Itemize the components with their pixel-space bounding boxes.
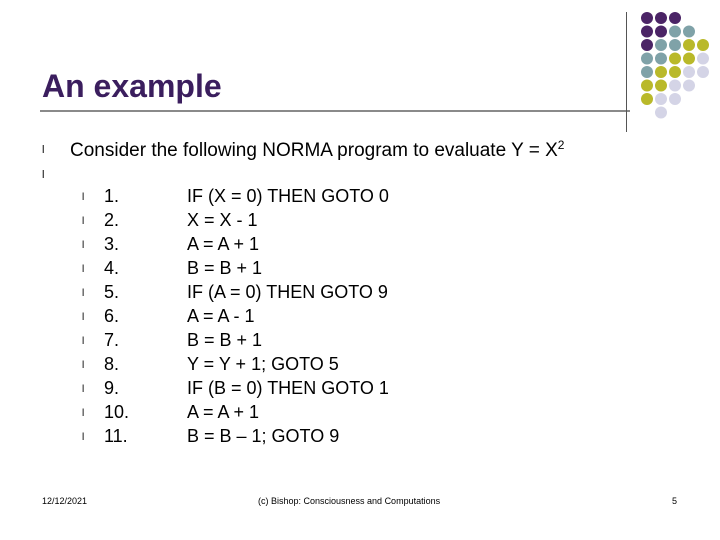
vertical-divider: [626, 12, 627, 132]
decorative-dot: [655, 66, 667, 78]
line-statement: X = X - 1: [187, 210, 258, 230]
line-statement: A = A + 1: [187, 402, 260, 422]
decorative-dot-grid: [640, 11, 720, 121]
program-line: [0, 306, 720, 330]
decorative-dot: [669, 53, 681, 65]
bullet-icon: l: [82, 240, 85, 251]
bullet-icon: l: [82, 336, 85, 347]
bullet-icon: l: [82, 264, 85, 275]
line-statement: B = B – 1; GOTO 9: [187, 426, 340, 446]
bullet-icon: l: [82, 408, 85, 419]
decorative-dot: [669, 66, 681, 78]
footer-page-number: 5: [672, 496, 678, 506]
line-number: 7.: [104, 330, 120, 350]
decorative-dot: [641, 12, 653, 24]
bullet-icon: l: [82, 288, 85, 299]
footer-credit: (c) Bishop: Consciousness and Computations: [258, 496, 441, 506]
slide-title: An example: [42, 68, 222, 104]
line-number: 5.: [104, 282, 120, 302]
decorative-dot: [655, 80, 667, 92]
program-line: [0, 258, 720, 282]
decorative-dot: [641, 53, 653, 65]
intro-superscript: 2: [557, 138, 565, 152]
intro-text-main: Consider the following NORMA program to evaluate Y = X: [70, 140, 558, 161]
line-statement: IF (A = 0) THEN GOTO 9: [187, 282, 388, 302]
line-statement: IF (B = 0) THEN GOTO 1: [187, 378, 389, 398]
program-line: [0, 426, 720, 450]
decorative-dot: [697, 53, 709, 65]
program-line: [0, 186, 720, 210]
line-number: 3.: [104, 234, 120, 254]
line-number: 4.: [104, 258, 120, 278]
decorative-dot: [641, 26, 653, 38]
decorative-dot: [683, 80, 695, 92]
program-line: [0, 282, 720, 306]
line-statement: Y = Y + 1; GOTO 5: [187, 354, 339, 374]
bullet-icon: l: [42, 169, 45, 181]
decorative-dot: [655, 107, 667, 119]
decorative-dot: [683, 26, 695, 38]
bullet-icon: l: [82, 360, 85, 371]
bullet-icon: l: [82, 384, 85, 395]
decorative-dot: [641, 80, 653, 92]
line-number: 8.: [104, 354, 120, 374]
program-line: [0, 378, 720, 402]
line-number: 6.: [104, 306, 120, 326]
line-number: 10.: [104, 402, 130, 422]
program-line: [0, 354, 720, 378]
line-statement: A = A + 1: [187, 234, 260, 254]
decorative-dot: [655, 26, 667, 38]
decorative-dot: [641, 39, 653, 51]
decorative-dot: [669, 12, 681, 24]
decorative-dot: [697, 66, 709, 78]
title-divider: [40, 110, 630, 112]
bullet-icon: l: [82, 216, 85, 227]
decorative-dot: [669, 80, 681, 92]
decorative-dot: [669, 39, 681, 51]
line-number: 9.: [104, 378, 120, 398]
decorative-dot: [697, 39, 709, 51]
line-statement: IF (X = 0) THEN GOTO 0: [187, 186, 389, 206]
line-statement: B = B + 1: [187, 330, 263, 350]
line-statement: B = B + 1: [187, 258, 263, 278]
decorative-dot: [641, 66, 653, 78]
line-statement: A = A - 1: [187, 306, 255, 326]
bullet-icon: l: [82, 312, 85, 323]
decorative-dot: [655, 93, 667, 105]
decorative-dot: [655, 12, 667, 24]
decorative-dot: [683, 53, 695, 65]
bullet-icon: l: [82, 432, 85, 443]
line-number: 11.: [104, 426, 128, 446]
bullet-icon: l: [82, 192, 85, 203]
decorative-dot: [683, 39, 695, 51]
decorative-dot: [669, 93, 681, 105]
footer-date: 12/12/2021: [42, 496, 88, 506]
decorative-dot: [655, 53, 667, 65]
program-line: [0, 234, 720, 258]
decorative-dot: [683, 66, 695, 78]
program-line: [0, 402, 720, 426]
intro-text: [70, 138, 564, 162]
decorative-dot: [655, 39, 667, 51]
program-line: [0, 210, 720, 234]
decorative-dot: [641, 93, 653, 105]
line-number: 2.: [104, 210, 120, 230]
program-line: [0, 330, 720, 354]
decorative-dot: [669, 26, 681, 38]
bullet-icon: l: [42, 144, 45, 156]
line-number: 1.: [104, 186, 120, 206]
